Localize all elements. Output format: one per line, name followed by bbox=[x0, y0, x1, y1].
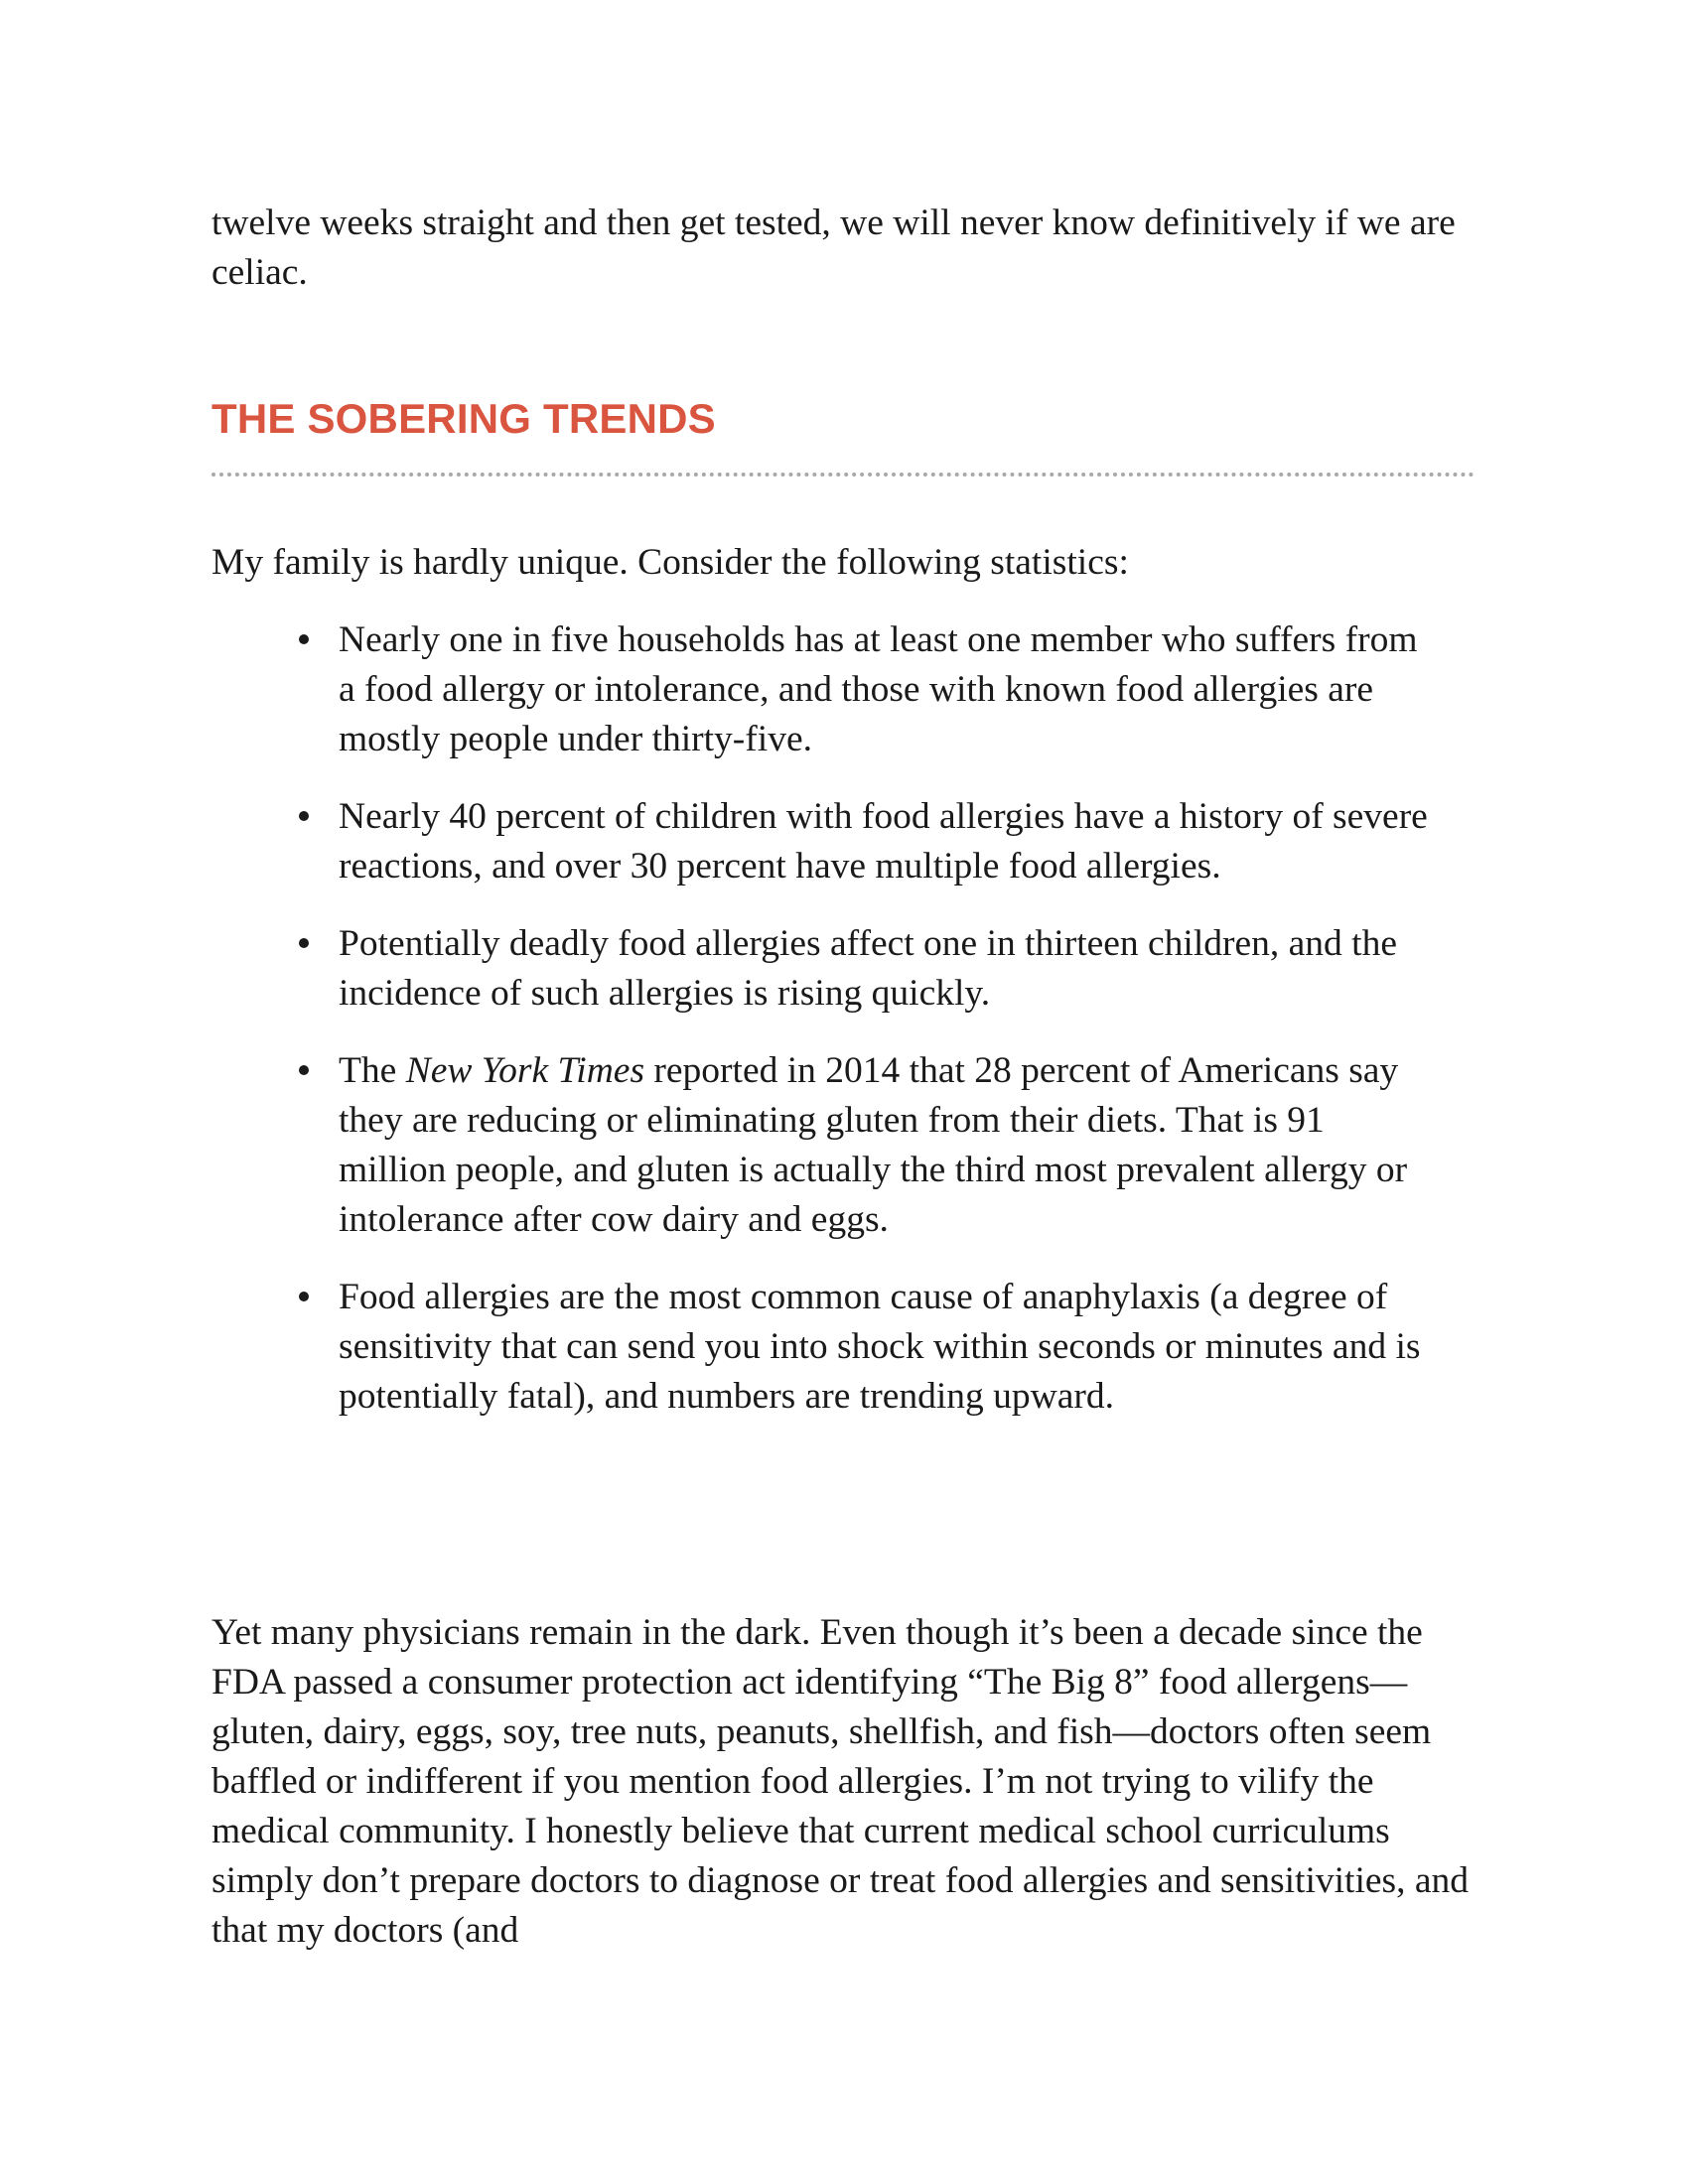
bullet-icon bbox=[299, 634, 309, 644]
list-item-text: Nearly one in five households has at least one member who suffers from a food allergy or intolerance, and those with known food allergies are mostly people under thirty-five. bbox=[339, 619, 1418, 759]
bullet-icon bbox=[299, 938, 309, 948]
bullet-icon bbox=[299, 1292, 309, 1301]
list-item-text-suffix: reported in 2014 that 28 percent of Americans say they are reducing or eliminating gluten from their diets. That is 91 million people, and gluten is actually the third most prevalent allergy or intolerance after cow dairy and eggs. bbox=[339, 1050, 1408, 1240]
list-item-text-prefix: The bbox=[339, 1050, 406, 1091]
section-heading: THE SOBERING TRENDS bbox=[211, 395, 716, 442]
list-item bbox=[211, 919, 1441, 1019]
list-item bbox=[211, 1273, 1441, 1422]
intro-paragraph: My family is hardly unique. Consider the following statistics: bbox=[211, 542, 1129, 583]
list-item-text: Food allergies are the most common cause of anaphylaxis (a degree of sensitivity that can send you into shock within seconds or minutes and is potentially fatal), and numbers are trending upward. bbox=[339, 1277, 1421, 1417]
dotted-divider bbox=[211, 473, 1475, 477]
statistics-list bbox=[211, 615, 1492, 1449]
list-item bbox=[211, 792, 1441, 891]
list-item bbox=[211, 1046, 1441, 1245]
list-item-text: Nearly 40 percent of children with food allergies have a history of severe reactions, and over 30 percent have multiple food allergies. bbox=[339, 796, 1428, 887]
bullet-icon bbox=[299, 811, 309, 821]
page-content bbox=[211, 199, 1492, 1951]
bullet-icon bbox=[299, 1065, 309, 1075]
list-item-text: Potentially deadly food allergies affect one in thirteen children, and the incidence of such allergies is rising quickly. bbox=[339, 923, 1397, 1014]
publication-title: New York Times bbox=[405, 1050, 645, 1091]
closing-paragraph: Yet many physicians remain in the dark. Even though it’s been a decade since the FDA passed a consumer protection act identifying “The Big 8” food allergens—gluten, dairy, eggs, soy, tree nuts, peanuts, shellfish, and fish—doctors often seem baffled or indifferent if you mention food allergies. I’m not trying to vilify the medical community. I honestly believe that current medical school curriculums simply don’t prepare doctors to diagnose or treat food allergies and sensitivities, and that my doctors (and bbox=[211, 1612, 1470, 1951]
list-item bbox=[211, 615, 1441, 764]
lead-paragraph: twelve weeks straight and then get tested, we will never know definitively if we are celiac. bbox=[211, 203, 1456, 293]
